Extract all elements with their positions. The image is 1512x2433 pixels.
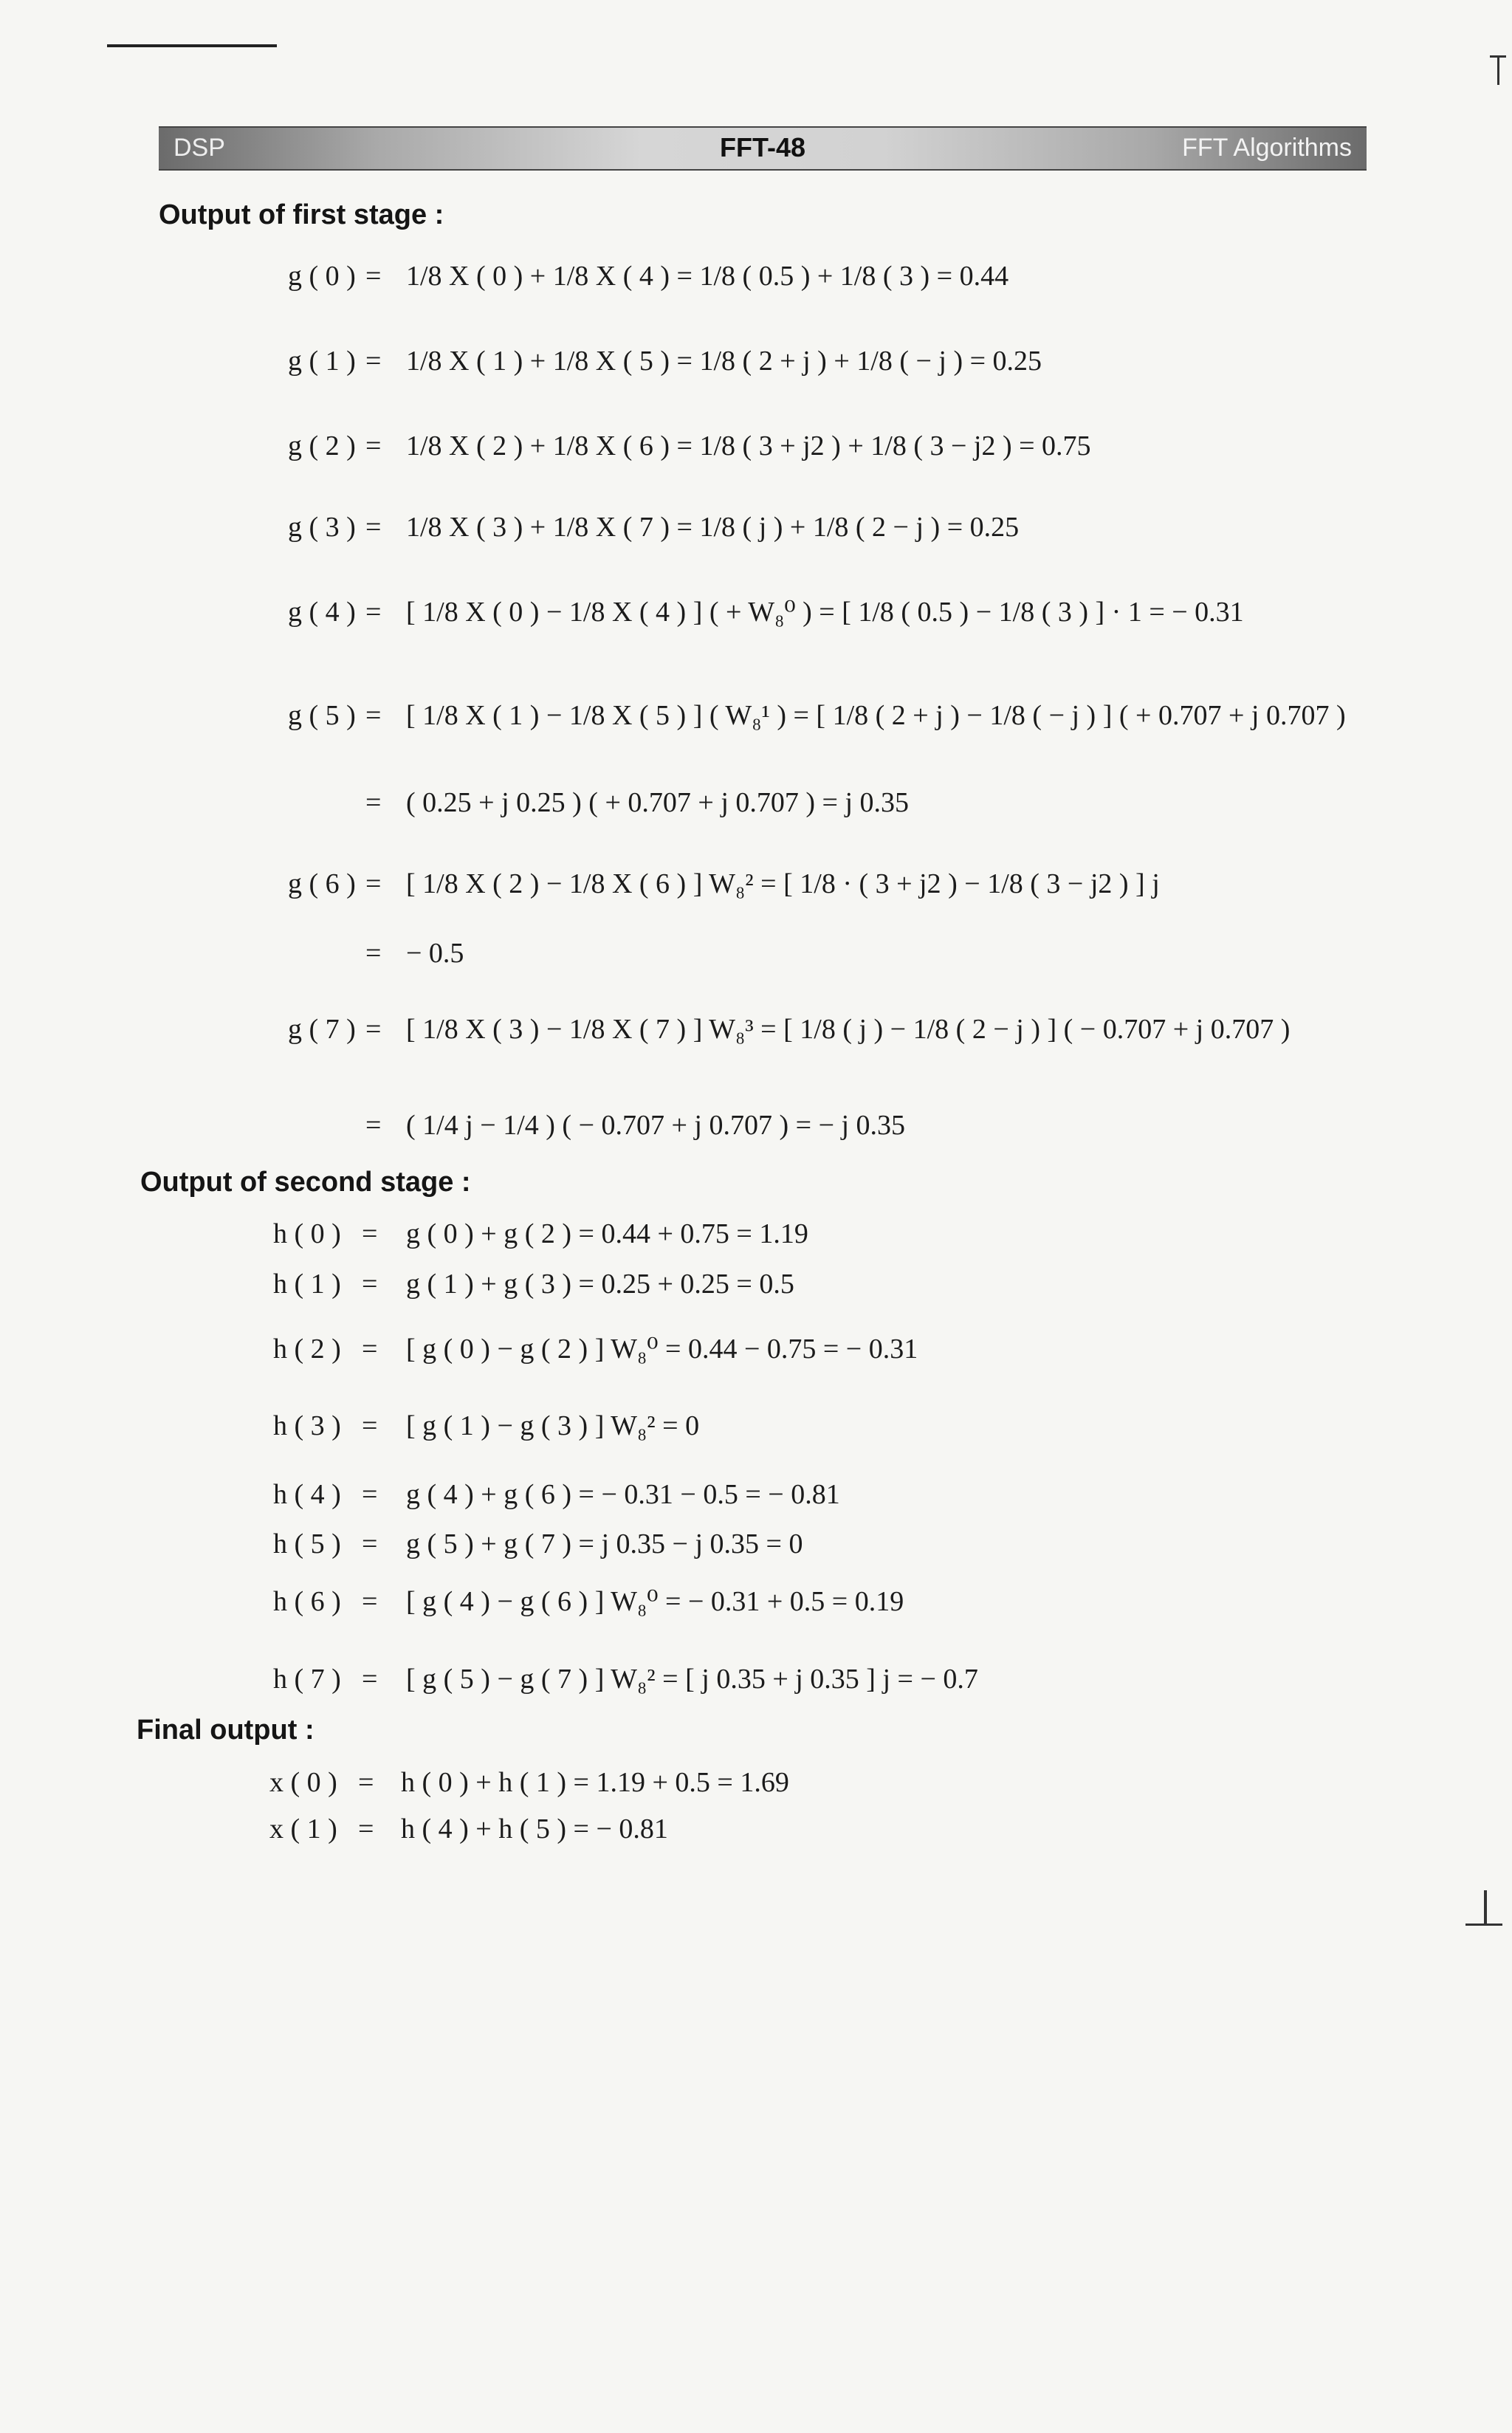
equals-sign: = <box>365 597 382 628</box>
equation-rhs: [ 1/8 X ( 1 ) − 1/8 X ( 5 ) ] ( W₈¹ ) = [ 1/8 ( 2 + j ) − 1/8 ( − j ) ] ( + 0.707 + j 0.707 ) <box>406 700 1346 731</box>
page-header <box>159 126 1367 171</box>
equation-rhs: h ( 0 ) + h ( 1 ) = 1.19 + 0.5 = 1.69 <box>401 1767 789 1798</box>
equation-rhs: [ g ( 1 ) − g ( 3 ) ] W₈² = 0 <box>406 1410 700 1441</box>
equation-lhs: g ( 6 ) <box>288 868 356 899</box>
edge-mark-top-stem <box>1497 55 1499 85</box>
equals-sign: = <box>365 700 382 731</box>
equation-rhs: [ g ( 5 ) − g ( 7 ) ] W₈² = [ j 0.35 + j 0.35 ] j = − 0.7 <box>406 1664 978 1695</box>
equation-lhs: g ( 4 ) <box>288 597 356 628</box>
equation-rhs: ( 1/4 j − 1/4 ) ( − 0.707 + j 0.707 ) = − j 0.35 <box>406 1110 906 1141</box>
equals-sign: = <box>362 1218 378 1249</box>
equals-sign: = <box>362 1664 378 1695</box>
equation-rhs: h ( 4 ) + h ( 5 ) = − 0.81 <box>401 1813 668 1845</box>
equation-rhs: [ 1/8 X ( 2 ) − 1/8 X ( 6 ) ] W₈² = [ 1/8 · ( 3 + j2 ) − 1/8 ( 3 − j2 ) ] j <box>406 868 1160 899</box>
equals-sign: = <box>365 1110 382 1141</box>
equation-lhs: x ( 0 ) <box>269 1767 337 1798</box>
equation-rhs: 1/8 X ( 3 ) + 1/8 X ( 7 ) = 1/8 ( j ) + 1/8 ( 2 − j ) = 0.25 <box>406 512 1020 543</box>
edge-mark-bottom-stem <box>1484 1890 1487 1926</box>
equals-sign: = <box>365 261 382 292</box>
equation-rhs: ( 0.25 + j 0.25 ) ( + 0.707 + j 0.707 ) = j 0.35 <box>406 787 910 818</box>
equals-sign: = <box>358 1767 374 1798</box>
equals-sign: = <box>365 938 382 969</box>
equation-lhs: g ( 0 ) <box>288 261 356 292</box>
equation-lhs: h ( 0 ) <box>273 1218 341 1249</box>
equation-rhs: [ g ( 4 ) − g ( 6 ) ] W₈⁰ = − 0.31 + 0.5 = 0.19 <box>406 1586 904 1617</box>
equation-rhs: [ 1/8 X ( 3 ) − 1/8 X ( 7 ) ] W₈³ = [ 1/8 ( j ) − 1/8 ( 2 − j ) ] ( − 0.707 + j 0.707 ) <box>406 1014 1291 1045</box>
equation-lhs: h ( 4 ) <box>273 1479 341 1510</box>
equation-lhs: h ( 6 ) <box>273 1586 341 1617</box>
equals-sign: = <box>365 512 382 543</box>
equation-rhs: [ g ( 0 ) − g ( 2 ) ] W₈⁰ = 0.44 − 0.75 = − 0.31 <box>406 1334 918 1365</box>
equation-lhs: h ( 5 ) <box>273 1528 341 1559</box>
equation-rhs: 1/8 X ( 0 ) + 1/8 X ( 4 ) = 1/8 ( 0.5 ) + 1/8 ( 3 ) = 0.44 <box>406 261 1009 292</box>
header-right: FFT Algorithms <box>1182 134 1352 162</box>
equation-rhs: 1/8 X ( 1 ) + 1/8 X ( 5 ) = 1/8 ( 2 + j ) + 1/8 ( − j ) = 0.25 <box>406 346 1042 377</box>
equation-lhs: g ( 7 ) <box>288 1014 356 1045</box>
section-heading-second-stage: Output of second stage : <box>140 1167 471 1198</box>
equals-sign: = <box>365 430 382 461</box>
equals-sign: = <box>365 1014 382 1045</box>
equals-sign: = <box>362 1334 378 1365</box>
equals-sign: = <box>362 1586 378 1617</box>
equation-lhs: h ( 3 ) <box>273 1410 341 1441</box>
equation-lhs: g ( 5 ) <box>288 700 356 731</box>
equals-sign: = <box>365 868 382 899</box>
equation-lhs: h ( 2 ) <box>273 1334 341 1365</box>
equation-rhs: − 0.5 <box>406 938 464 969</box>
equals-sign: = <box>358 1813 374 1845</box>
equation-rhs: [ 1/8 X ( 0 ) − 1/8 X ( 4 ) ] ( + W₈⁰ ) = [ 1/8 ( 0.5 ) − 1/8 ( 3 ) ] · 1 = − 0.31 <box>406 597 1244 628</box>
equation-rhs: g ( 5 ) + g ( 7 ) = j 0.35 − j 0.35 = 0 <box>406 1528 803 1559</box>
section-heading-final-output: Final output : <box>137 1715 315 1746</box>
equation-lhs: g ( 1 ) <box>288 346 356 377</box>
section-heading-first-stage: Output of first stage : <box>159 199 444 230</box>
equation-rhs: g ( 4 ) + g ( 6 ) = − 0.31 − 0.5 = − 0.81 <box>406 1479 840 1510</box>
equation-lhs: h ( 7 ) <box>273 1664 341 1695</box>
equals-sign: = <box>362 1528 378 1559</box>
page-number: FFT-48 <box>720 132 806 162</box>
equals-sign: = <box>365 346 382 377</box>
equation-lhs: g ( 3 ) <box>288 512 356 543</box>
equation-rhs: g ( 0 ) + g ( 2 ) = 0.44 + 0.75 = 1.19 <box>406 1218 808 1249</box>
header-left: DSP <box>173 134 225 162</box>
equation-rhs: 1/8 X ( 2 ) + 1/8 X ( 6 ) = 1/8 ( 3 + j2 ) + 1/8 ( 3 − j2 ) = 0.75 <box>406 430 1091 461</box>
equals-sign: = <box>362 1269 378 1300</box>
equals-sign: = <box>362 1479 378 1510</box>
equation-lhs: h ( 1 ) <box>273 1269 341 1300</box>
equals-sign: = <box>362 1410 378 1441</box>
equation-lhs: x ( 1 ) <box>269 1813 337 1845</box>
equation-rhs: g ( 1 ) + g ( 3 ) = 0.25 + 0.25 = 0.5 <box>406 1269 794 1300</box>
top-rule <box>107 44 277 47</box>
equals-sign: = <box>365 787 382 818</box>
equation-lhs: g ( 2 ) <box>288 430 356 461</box>
